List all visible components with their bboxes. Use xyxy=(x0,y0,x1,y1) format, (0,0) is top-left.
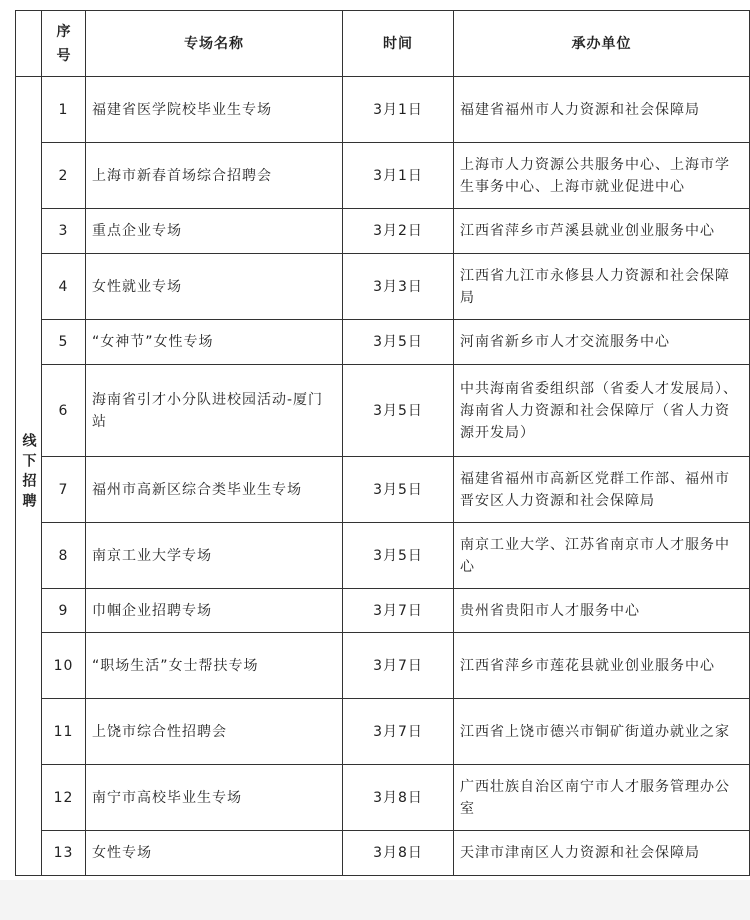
row-name: 海南省引才小分队进校园活动-厦门站 xyxy=(86,365,343,457)
row-no: 4 xyxy=(42,254,86,320)
row-date: 3月7日 xyxy=(343,589,454,633)
row-name: 女性专场 xyxy=(86,831,343,876)
table-row xyxy=(16,633,750,699)
header-no xyxy=(42,11,86,77)
footer-band xyxy=(0,880,750,920)
table-row xyxy=(16,457,750,523)
row-name: 女性就业专场 xyxy=(86,254,343,320)
row-org: 南京工业大学、江苏省南京市人才服务中心 xyxy=(454,523,750,589)
row-date: 3月2日 xyxy=(343,209,454,254)
header-org: 承办单位 xyxy=(454,11,750,77)
row-name: 福州市高新区综合类毕业生专场 xyxy=(86,457,343,523)
row-no: 3 xyxy=(42,209,86,254)
row-name: 南宁市高校毕业生专场 xyxy=(86,765,343,831)
row-date: 3月8日 xyxy=(343,831,454,876)
row-no: 9 xyxy=(42,589,86,633)
row-name: “职场生活”女士帮扶专场 xyxy=(86,633,343,699)
row-no: 11 xyxy=(42,699,86,765)
row-org: 江西省九江市永修县人力资源和社会保障局 xyxy=(454,254,750,320)
row-org: 河南省新乡市人才交流服务中心 xyxy=(454,320,750,365)
row-org: 江西省萍乡市莲花县就业创业服务中心 xyxy=(454,633,750,699)
table-row xyxy=(16,209,750,254)
table-row xyxy=(16,77,750,143)
table-row xyxy=(16,365,750,457)
row-org: 中共海南省委组织部（省委人才发展局）、海南省人力资源和社会保障厅（省人力资源开发局） xyxy=(454,365,750,457)
row-no: 12 xyxy=(42,765,86,831)
row-date: 3月1日 xyxy=(343,143,454,209)
row-org: 福建省福州市人力资源和社会保障局 xyxy=(454,77,750,143)
header-no-label: 序号 xyxy=(56,23,72,64)
header-category-cell xyxy=(16,11,42,77)
row-name: 巾帼企业招聘专场 xyxy=(86,589,343,633)
row-org: 福建省福州市高新区党群工作部、福州市晋安区人力资源和社会保障局 xyxy=(454,457,750,523)
row-org: 江西省萍乡市芦溪县就业创业服务中心 xyxy=(454,209,750,254)
table-row xyxy=(16,254,750,320)
recruitment-table xyxy=(15,10,750,876)
row-date: 3月7日 xyxy=(343,633,454,699)
row-date: 3月1日 xyxy=(343,77,454,143)
table-row xyxy=(16,831,750,876)
header-name: 专场名称 xyxy=(86,11,343,77)
header-date: 时间 xyxy=(343,11,454,77)
table-row xyxy=(16,523,750,589)
row-no: 7 xyxy=(42,457,86,523)
row-no: 1 xyxy=(42,77,86,143)
category-cell xyxy=(16,77,42,876)
table-row xyxy=(16,320,750,365)
row-name: 上饶市综合性招聘会 xyxy=(86,699,343,765)
row-no: 6 xyxy=(42,365,86,457)
row-name: 重点企业专场 xyxy=(86,209,343,254)
row-name: 南京工业大学专场 xyxy=(86,523,343,589)
row-date: 3月7日 xyxy=(343,699,454,765)
row-date: 3月5日 xyxy=(343,523,454,589)
row-name: 上海市新春首场综合招聘会 xyxy=(86,143,343,209)
row-name: “女神节”女性专场 xyxy=(86,320,343,365)
category-label: 线下招聘 xyxy=(20,432,37,513)
row-org: 贵州省贵阳市人才服务中心 xyxy=(454,589,750,633)
row-no: 10 xyxy=(42,633,86,699)
row-no: 5 xyxy=(42,320,86,365)
row-date: 3月5日 xyxy=(343,320,454,365)
row-date: 3月8日 xyxy=(343,765,454,831)
row-org: 天津市津南区人力资源和社会保障局 xyxy=(454,831,750,876)
table-row xyxy=(16,143,750,209)
table-header-row xyxy=(16,11,750,77)
table-row xyxy=(16,699,750,765)
row-date: 3月5日 xyxy=(343,365,454,457)
row-no: 13 xyxy=(42,831,86,876)
row-date: 3月3日 xyxy=(343,254,454,320)
row-name: 福建省医学院校毕业生专场 xyxy=(86,77,343,143)
row-org: 江西省上饶市德兴市铜矿街道办就业之家 xyxy=(454,699,750,765)
row-date: 3月5日 xyxy=(343,457,454,523)
row-no: 2 xyxy=(42,143,86,209)
row-org: 上海市人力资源公共服务中心、上海市学生事务中心、上海市就业促进中心 xyxy=(454,143,750,209)
table-row xyxy=(16,589,750,633)
row-no: 8 xyxy=(42,523,86,589)
row-org: 广西壮族自治区南宁市人才服务管理办公室 xyxy=(454,765,750,831)
table-row xyxy=(16,765,750,831)
